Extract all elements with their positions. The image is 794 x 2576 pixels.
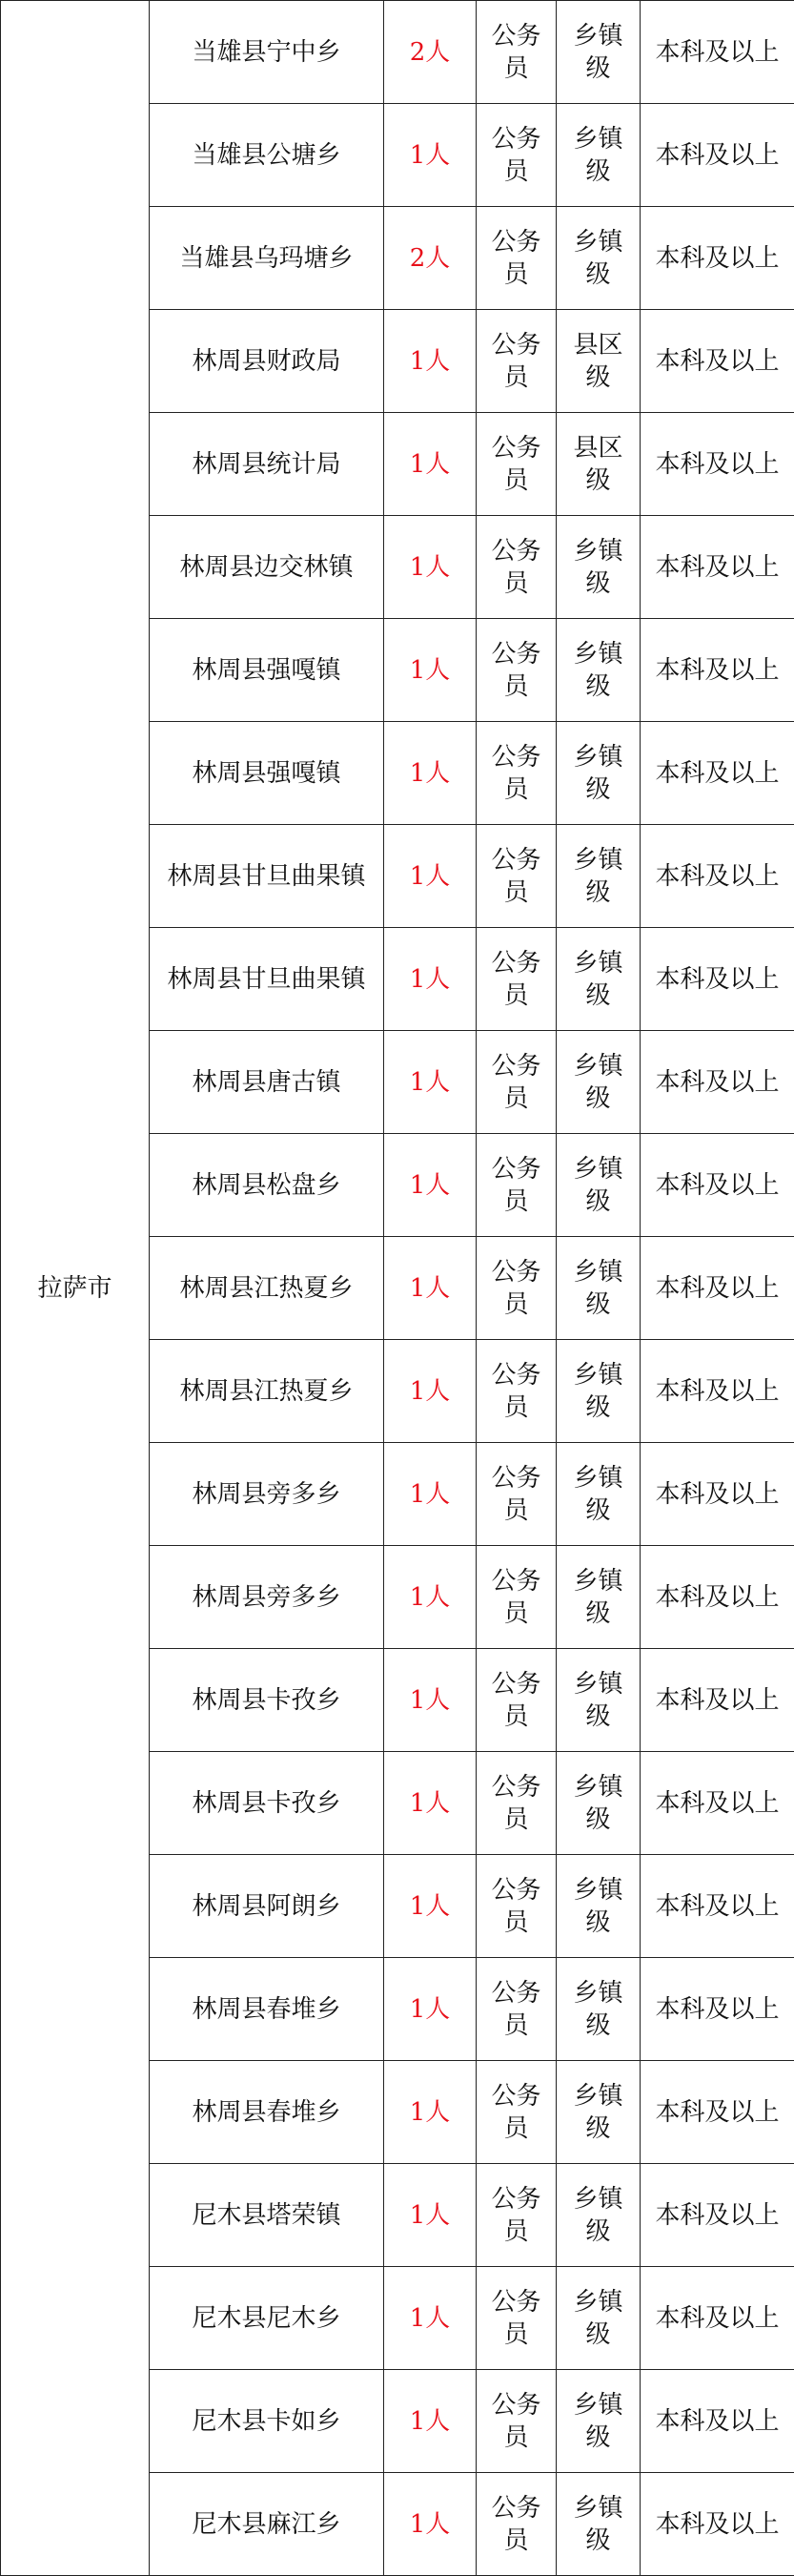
education-cell: 本科及以上 — [641, 2267, 794, 2370]
category-cell — [477, 516, 557, 619]
unit-name-cell: 林周县强嘎镇 — [150, 619, 384, 722]
level-cell-text: 乡镇级 — [573, 2390, 623, 2452]
headcount-cell: 1人 — [384, 1752, 477, 1855]
level-cell — [557, 1237, 641, 1340]
unit-name-cell: 林周县强嘎镇 — [150, 722, 384, 825]
headcount-cell: 1人 — [384, 2267, 477, 2370]
unit-name-cell: 林周县春堆乡 — [150, 1958, 384, 2061]
education-cell: 本科及以上 — [641, 2164, 794, 2267]
education-cell: 本科及以上 — [641, 928, 794, 1031]
headcount-cell: 1人 — [384, 1237, 477, 1340]
level-cell-text: 乡镇级 — [573, 2081, 623, 2143]
level-cell-text: 县区级 — [573, 330, 623, 392]
headcount-cell: 1人 — [384, 310, 477, 413]
level-cell-text: 乡镇级 — [573, 742, 623, 804]
level-cell — [557, 1, 641, 104]
education-cell: 本科及以上 — [641, 1, 794, 104]
headcount-cell: 1人 — [384, 2164, 477, 2267]
unit-name-cell: 林周县卡孜乡 — [150, 1752, 384, 1855]
category-cell — [477, 1, 557, 104]
unit-name-cell: 尼木县卡如乡 — [150, 2370, 384, 2473]
category-cell — [477, 413, 557, 516]
unit-name-cell: 林周县甘旦曲果镇 — [150, 825, 384, 928]
level-cell-text: 乡镇级 — [573, 1978, 623, 2040]
category-cell-text: 公务员 — [491, 433, 541, 495]
category-cell-text: 公务员 — [491, 1772, 541, 1834]
category-cell-text: 公务员 — [491, 1978, 541, 2040]
category-cell-text: 公务员 — [491, 845, 541, 907]
level-cell — [557, 1546, 641, 1649]
education-cell: 本科及以上 — [641, 1958, 794, 2061]
education-cell: 本科及以上 — [641, 516, 794, 619]
headcount-cell: 1人 — [384, 722, 477, 825]
category-cell-text: 公务员 — [491, 1360, 541, 1422]
level-cell — [557, 2267, 641, 2370]
category-cell-text: 公务员 — [491, 2287, 541, 2349]
category-cell — [477, 722, 557, 825]
education-cell: 本科及以上 — [641, 1752, 794, 1855]
education-cell: 本科及以上 — [641, 2473, 794, 2576]
unit-name-cell: 当雄县宁中乡 — [150, 1, 384, 104]
headcount-cell: 1人 — [384, 825, 477, 928]
category-cell — [477, 1958, 557, 2061]
level-cell — [557, 413, 641, 516]
unit-name-cell: 尼木县麻江乡 — [150, 2473, 384, 2576]
category-cell — [477, 1649, 557, 1752]
level-cell — [557, 1855, 641, 1958]
category-cell — [477, 1237, 557, 1340]
unit-name-cell: 林周县唐古镇 — [150, 1031, 384, 1134]
headcount-cell: 1人 — [384, 2370, 477, 2473]
education-cell: 本科及以上 — [641, 2370, 794, 2473]
level-cell — [557, 2370, 641, 2473]
level-cell — [557, 1649, 641, 1752]
education-cell: 本科及以上 — [641, 1340, 794, 1443]
category-cell-text: 公务员 — [491, 1669, 541, 1731]
level-cell-text: 乡镇级 — [573, 1566, 623, 1628]
level-cell — [557, 207, 641, 310]
category-cell-text: 公务员 — [491, 1463, 541, 1525]
headcount-cell: 1人 — [384, 1855, 477, 1958]
category-cell — [477, 2370, 557, 2473]
table-row — [1, 1, 794, 104]
education-cell: 本科及以上 — [641, 619, 794, 722]
headcount-cell: 1人 — [384, 1443, 477, 1546]
headcount-cell: 1人 — [384, 1031, 477, 1134]
unit-name-cell: 林周县旁多乡 — [150, 1443, 384, 1546]
level-cell — [557, 104, 641, 207]
headcount-cell: 1人 — [384, 1340, 477, 1443]
category-cell-text: 公务员 — [491, 21, 541, 83]
unit-name-cell: 尼木县塔荣镇 — [150, 2164, 384, 2267]
education-cell: 本科及以上 — [641, 1855, 794, 1958]
category-cell — [477, 619, 557, 722]
unit-name-cell: 林周县甘旦曲果镇 — [150, 928, 384, 1031]
headcount-cell: 1人 — [384, 1546, 477, 1649]
level-cell — [557, 619, 641, 722]
category-cell-text: 公务员 — [491, 536, 541, 598]
category-cell-text: 公务员 — [491, 330, 541, 392]
category-cell — [477, 1031, 557, 1134]
level-cell-text: 乡镇级 — [573, 845, 623, 907]
category-cell — [477, 310, 557, 413]
level-cell — [557, 928, 641, 1031]
level-cell — [557, 516, 641, 619]
level-cell — [557, 722, 641, 825]
category-cell-text: 公务员 — [491, 948, 541, 1010]
unit-name-cell: 林周县江热夏乡 — [150, 1340, 384, 1443]
level-cell — [557, 310, 641, 413]
headcount-cell: 1人 — [384, 1958, 477, 2061]
level-cell-text: 乡镇级 — [573, 1360, 623, 1422]
category-cell — [477, 928, 557, 1031]
education-cell: 本科及以上 — [641, 1237, 794, 1340]
level-cell-text: 乡镇级 — [573, 639, 623, 701]
category-cell — [477, 1752, 557, 1855]
category-cell — [477, 1134, 557, 1237]
education-cell: 本科及以上 — [641, 207, 794, 310]
category-cell-text: 公务员 — [491, 639, 541, 701]
headcount-cell: 1人 — [384, 1649, 477, 1752]
headcount-cell: 1人 — [384, 2061, 477, 2164]
headcount-cell: 1人 — [384, 516, 477, 619]
level-cell-text: 乡镇级 — [573, 2493, 623, 2555]
education-cell: 本科及以上 — [641, 1649, 794, 1752]
level-cell — [557, 2061, 641, 2164]
table-body — [1, 1, 794, 2576]
level-cell-text: 乡镇级 — [573, 1463, 623, 1525]
headcount-cell: 2人 — [384, 1, 477, 104]
level-cell-text: 乡镇级 — [573, 536, 623, 598]
category-cell-text: 公务员 — [491, 124, 541, 186]
level-cell-text: 乡镇级 — [573, 1772, 623, 1834]
category-cell-text: 公务员 — [491, 2184, 541, 2246]
headcount-cell: 1人 — [384, 619, 477, 722]
level-cell — [557, 1340, 641, 1443]
unit-name-cell: 当雄县公塘乡 — [150, 104, 384, 207]
category-cell-text: 公务员 — [491, 2081, 541, 2143]
category-cell-text: 公务员 — [491, 1566, 541, 1628]
level-cell-text: 乡镇级 — [573, 227, 623, 289]
education-cell: 本科及以上 — [641, 1546, 794, 1649]
unit-name-cell: 尼木县尼木乡 — [150, 2267, 384, 2370]
level-cell — [557, 1443, 641, 1546]
level-cell-text: 乡镇级 — [573, 1669, 623, 1731]
education-cell: 本科及以上 — [641, 1031, 794, 1134]
level-cell-text: 乡镇级 — [573, 124, 623, 186]
category-cell-text: 公务员 — [491, 1051, 541, 1113]
category-cell — [477, 2473, 557, 2576]
level-cell-text: 乡镇级 — [573, 1154, 623, 1216]
level-cell — [557, 1031, 641, 1134]
headcount-cell: 1人 — [384, 104, 477, 207]
unit-name-cell: 当雄县乌玛塘乡 — [150, 207, 384, 310]
level-cell-text: 乡镇级 — [573, 1051, 623, 1113]
category-cell — [477, 2267, 557, 2370]
level-cell — [557, 825, 641, 928]
category-cell — [477, 1443, 557, 1546]
education-cell: 本科及以上 — [641, 2061, 794, 2164]
category-cell — [477, 2164, 557, 2267]
category-cell-text: 公务员 — [491, 2390, 541, 2452]
unit-name-cell: 林周县阿朗乡 — [150, 1855, 384, 1958]
education-cell: 本科及以上 — [641, 1134, 794, 1237]
headcount-cell: 1人 — [384, 1134, 477, 1237]
education-cell: 本科及以上 — [641, 104, 794, 207]
unit-name-cell: 林周县统计局 — [150, 413, 384, 516]
category-cell — [477, 207, 557, 310]
category-cell-text: 公务员 — [491, 1154, 541, 1216]
unit-name-cell: 林周县财政局 — [150, 310, 384, 413]
level-cell-text: 乡镇级 — [573, 1257, 623, 1319]
level-cell-text: 乡镇级 — [573, 21, 623, 83]
category-cell-text: 公务员 — [491, 2493, 541, 2555]
category-cell-text: 公务员 — [491, 742, 541, 804]
category-cell — [477, 825, 557, 928]
unit-name-cell: 林周县春堆乡 — [150, 2061, 384, 2164]
education-cell: 本科及以上 — [641, 825, 794, 928]
unit-name-cell: 林周县卡孜乡 — [150, 1649, 384, 1752]
category-cell-text: 公务员 — [491, 227, 541, 289]
unit-name-cell: 林周县边交林镇 — [150, 516, 384, 619]
level-cell-text: 乡镇级 — [573, 2287, 623, 2349]
category-cell — [477, 2061, 557, 2164]
category-cell — [477, 1340, 557, 1443]
headcount-cell: 1人 — [384, 413, 477, 516]
level-cell-text: 县区级 — [573, 433, 623, 495]
level-cell-text: 乡镇级 — [573, 2184, 623, 2246]
education-cell: 本科及以上 — [641, 1443, 794, 1546]
headcount-cell: 2人 — [384, 207, 477, 310]
unit-name-cell: 林周县江热夏乡 — [150, 1237, 384, 1340]
unit-name-cell: 林周县旁多乡 — [150, 1546, 384, 1649]
city-cell: 拉萨市 — [1, 1, 150, 2576]
level-cell — [557, 1134, 641, 1237]
category-cell-text: 公务员 — [491, 1875, 541, 1937]
category-cell — [477, 104, 557, 207]
unit-name-cell: 林周县松盘乡 — [150, 1134, 384, 1237]
level-cell — [557, 2164, 641, 2267]
education-cell: 本科及以上 — [641, 722, 794, 825]
level-cell — [557, 1958, 641, 2061]
category-cell — [477, 1855, 557, 1958]
education-cell: 本科及以上 — [641, 413, 794, 516]
category-cell — [477, 1546, 557, 1649]
headcount-cell: 1人 — [384, 2473, 477, 2576]
level-cell — [557, 2473, 641, 2576]
level-cell-text: 乡镇级 — [573, 1875, 623, 1937]
level-cell — [557, 1752, 641, 1855]
category-cell-text: 公务员 — [491, 1257, 541, 1319]
headcount-cell: 1人 — [384, 928, 477, 1031]
education-cell: 本科及以上 — [641, 310, 794, 413]
level-cell-text: 乡镇级 — [573, 948, 623, 1010]
